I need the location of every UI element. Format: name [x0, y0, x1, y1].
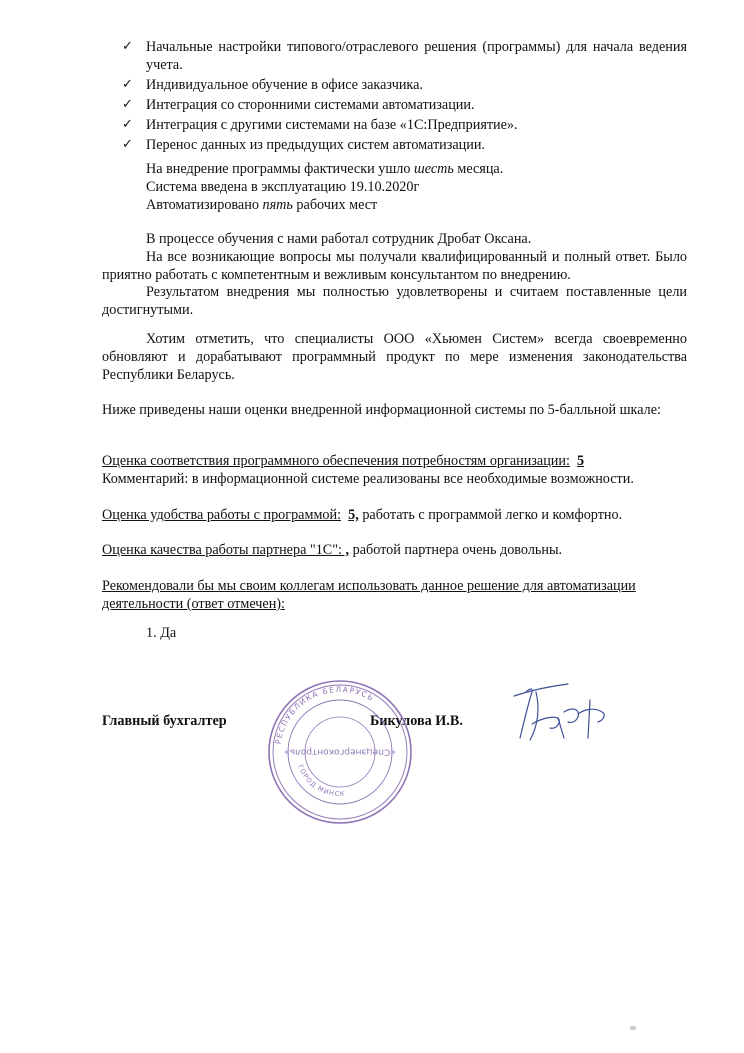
- rating-partner: [102, 541, 692, 559]
- checkmark-icon: ✓: [122, 97, 133, 112]
- rating-partner-label: Оценка качества работы партнера "1С":: [102, 542, 342, 558]
- rating-fit: [102, 452, 692, 488]
- checkmark-icon: ✓: [122, 39, 133, 54]
- scan-artifact: [630, 1026, 636, 1030]
- checklist-item: ✓ Индивидуальное обучение в офисе заказчика.: [122, 77, 423, 93]
- signatory-name: Бикулова И.В.: [370, 713, 463, 729]
- company-stamp: [266, 678, 414, 826]
- svg-text:РЕСПУБЛИКА БЕЛАРУСЬ: [274, 685, 376, 745]
- checklist-item: ✓ Интеграция со сторонними системами автоматизации.: [122, 97, 475, 113]
- svg-text:ГОРОД МИНСК: [296, 763, 345, 798]
- checklist-item: ✓ Перенос данных из предыдущих систем автоматизации.: [122, 137, 485, 153]
- rating-partner-score: ,: [342, 542, 350, 558]
- ratings-intro: Ниже приведены наши оценки внедренной информационной системы по 5-балльной шкале:: [102, 402, 661, 418]
- stamp-outer-text: РЕСПУБЛИКА БЕЛАРУСЬ: [273, 684, 376, 745]
- implementation-workplaces: Автоматизировано пять рабочих мест: [146, 197, 378, 213]
- checkmark-icon: ✓: [122, 117, 133, 132]
- training-paragraph-3: Результатом внедрения мы полностью удовлетворены и считаем поставленные цели достигнутыми.: [102, 284, 687, 318]
- implementation-duration: На внедрение программы фактически ушло шесть месяца.: [146, 161, 504, 177]
- implementation-date: Система введена в эксплуатацию 19.10.2020г: [146, 179, 420, 195]
- rating-fit-comment: Комментарий: в информационной системе реализованы все необходимые возможности.: [102, 471, 634, 487]
- training-paragraph-1: В процессе обучения с нами работал сотрудник Дробат Оксана.: [146, 231, 532, 247]
- rating-partner-comment: работой партнера очень довольны.: [349, 542, 563, 558]
- rating-usability-score: 5,: [348, 507, 359, 523]
- training-paragraph-2: На все возникающие вопросы мы получали квалифицированный и полный ответ. Было приятно работать с компетентным и вежливым консультантом по внедрению.: [102, 249, 687, 283]
- signatory-position: Главный бухгалтер: [102, 713, 227, 729]
- recommend-question: Рекомендовали бы мы своим коллегам использовать данное решение для автоматизации деятельности (ответ отмечен):: [102, 578, 636, 612]
- handwritten-signature: [506, 678, 616, 752]
- checklist-item: ✓ Начальные настройки типового/отраслевого решения (программы) для начала ведения учета.: [122, 39, 687, 73]
- checkmark-icon: ✓: [122, 77, 133, 92]
- rating-usability-label: Оценка удобства работы с программой:: [102, 507, 342, 523]
- rating-usability-comment: работать с программой легко и комфортно.: [358, 507, 623, 523]
- rating-fit-label: Оценка соответствия программного обеспечения потребностям организации:: [102, 453, 570, 469]
- recommend-answer: 1. Да: [146, 625, 177, 641]
- implementation-block: [146, 160, 686, 214]
- stamp-city-text: ГОРОД МИНСК: [296, 763, 346, 799]
- checkmark-icon: ✓: [122, 137, 133, 152]
- rating-fit-score: 5: [577, 453, 585, 469]
- checklist-item: ✓ Интеграция с другими системами на базе «1С:Предприятие».: [122, 117, 518, 133]
- rating-usability: [102, 506, 692, 524]
- updates-note: Хотим отметить, что специалисты ООО «Хьюмен Систем» всегда своевременно обновляют и дорабатывают программный продукт по мере изменения законодательства Республики Беларусь.: [102, 331, 687, 383]
- stamp-center-text: «Спецэнергоконтроль»: [284, 746, 396, 757]
- services-checklist: [120, 38, 687, 156]
